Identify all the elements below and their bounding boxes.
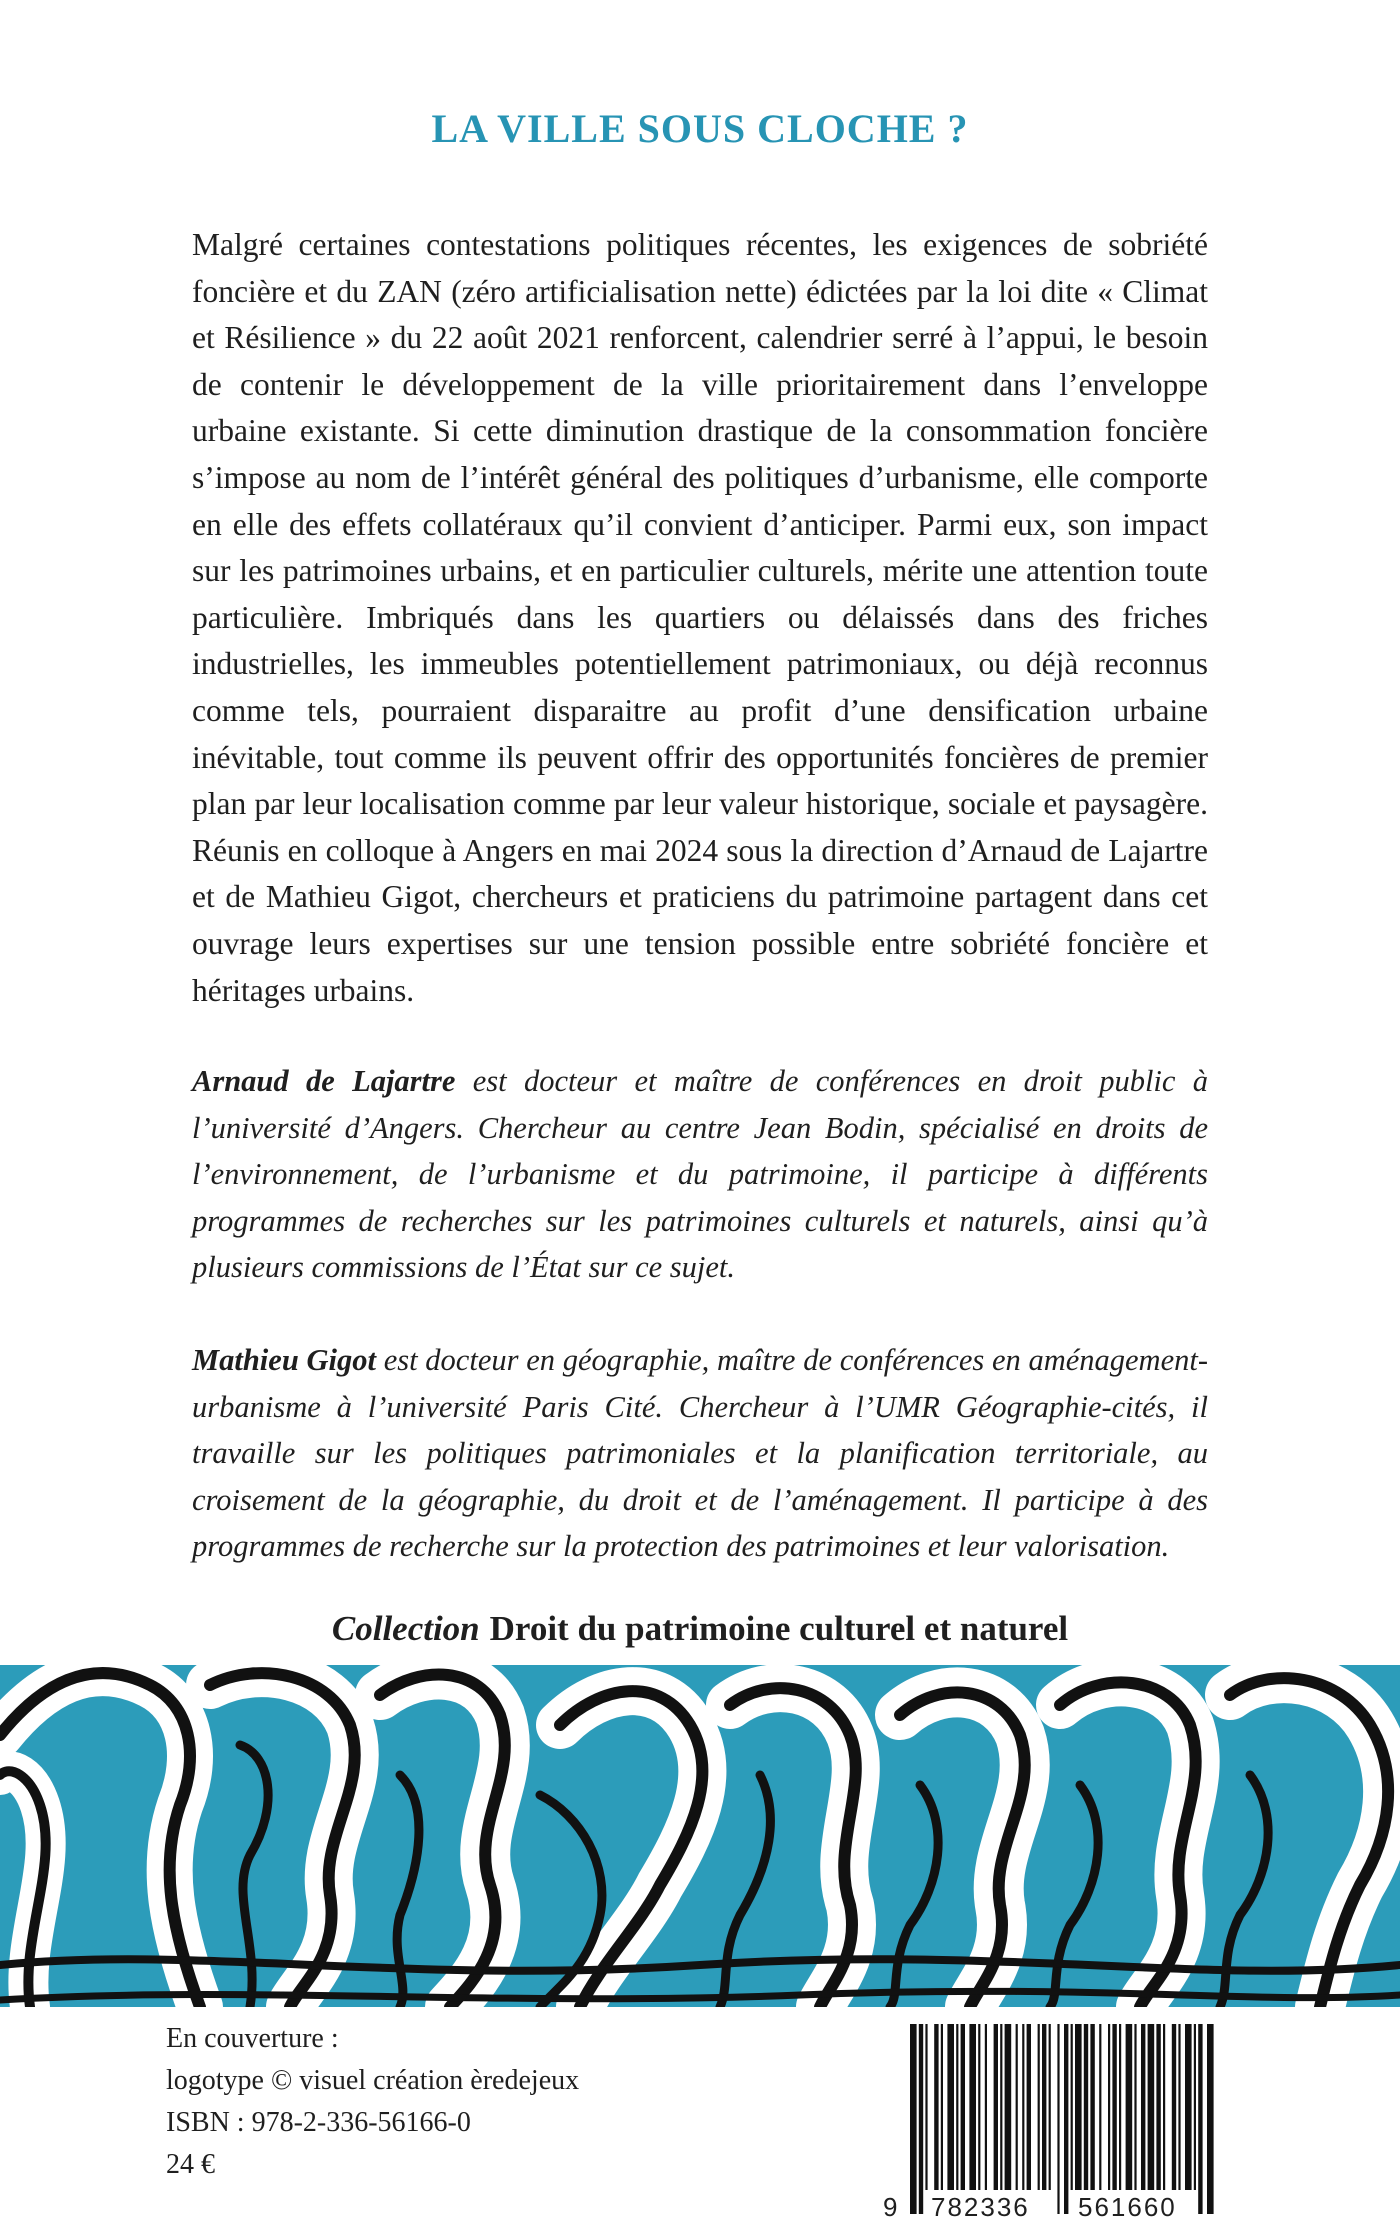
barcode-bar [1178, 2024, 1180, 2190]
author-name-1: Arnaud de Lajartre [192, 1064, 456, 1098]
cover-credits [166, 2018, 579, 2186]
barcode-bar [1198, 2024, 1202, 2214]
barcode-bar [985, 2024, 987, 2190]
barcode-bar [1027, 2024, 1031, 2190]
barcode-bar [1163, 2024, 1165, 2190]
barcode-bar [1112, 2024, 1116, 2190]
barcode-bar [1119, 2024, 1121, 2190]
barcode-digits-right: 561660 [1075, 2192, 1180, 2223]
barcode-digits-left: 782336 [928, 2192, 1033, 2223]
back-cover-blurb: Malgré certaines contestations politiques récentes, les exigences de sobriété foncière et du ZAN (zéro artificialisation nette) édictées par la loi dite « Climat et Résilience » du 22 août 2021 renforcent, calendrier serré à l’appui, le besoin de contenir le développement de la ville prioritairement dans l’enveloppe urbaine existante. Si cette diminution drastique de la consommation foncière s’impose au nom de l’intérêt général des politiques d’urbanisme, elle comporte en elle des effets collatéraux qu’il convient d’anticiper. Parmi eux, son impact sur les patrimoines urbains, et en particulier culturels, mérite une attention toute particulière. Imbriqués dans les quartiers ou délaissés dans des friches industrielles, les immeubles potentiellement patrimoniaux, ou déjà reconnus comme tels, pourraient disparaitre au profit d’une densification urbaine inévitable, tout comme ils peuvent offrir des opportunités foncières de premier plan par leur localisation comme par leur valeur historique, sociale et paysagère. Réunis en colloque à Angers en mai 2024 sous la direction d’Arnaud de Lajartre et de Mathieu Gigot, chercheurs et praticiens du patrimoine partagent dans cet ouvrage leurs expertises sur une tension possible entre sobriété foncière et héritages urbains. [192, 227, 1208, 1008]
barcode-bar [925, 2024, 927, 2190]
barcode-bar [1075, 2024, 1082, 2190]
barcode-bar [978, 2024, 980, 2190]
barcode-bar [1005, 2024, 1012, 2190]
barcode-bar [1185, 2024, 1192, 2190]
barcode-bar [1038, 2024, 1040, 2190]
credit-line-1: En couverture : [166, 2023, 339, 2054]
collection-label: Collection [331, 1609, 480, 1648]
barcode-bar [1172, 2024, 1176, 2190]
barcode-bar [1090, 2024, 1094, 2190]
barcode-bar [1134, 2024, 1136, 2190]
credit-line-2: logotype © visuel création èredejeux [166, 2065, 580, 2096]
barcode-bar [934, 2024, 938, 2190]
author-bio-2 [192, 1337, 1208, 1570]
collection-line [0, 1609, 1400, 1649]
figures-illustration [0, 1665, 1400, 2007]
barcode-bar [1064, 2024, 1068, 2214]
author-name-2: Mathieu Gigot [192, 1343, 376, 1377]
barcode-bar [910, 2024, 917, 2214]
barcode-bar [947, 2024, 954, 2190]
barcode-digit-first: 9 [880, 2192, 902, 2223]
barcode-bar [1049, 2024, 1051, 2190]
barcode-bar [1016, 2024, 1018, 2190]
barcode-bar [1148, 2024, 1155, 2190]
barcode-bar [941, 2024, 943, 2190]
barcode-bar [961, 2024, 965, 2190]
barcode [880, 2024, 1220, 2220]
barcode-bar [1071, 2024, 1073, 2190]
cover-art-band [0, 1665, 1400, 2007]
barcode-bar [1022, 2024, 1024, 2190]
barcode-bar [1141, 2024, 1145, 2190]
barcode-bar [1084, 2024, 1088, 2190]
price: 24 € [166, 2149, 215, 2180]
book-title: LA VILLE SOUS CLOCHE ? [431, 106, 969, 151]
barcode-bar [1126, 2024, 1133, 2190]
barcode-bars [880, 2024, 1220, 2220]
isbn: ISBN : 978-2-336-56166-0 [166, 2107, 471, 2138]
barcode-bar [1156, 2024, 1160, 2190]
barcode-bar [1000, 2024, 1002, 2190]
barcode-bar [969, 2024, 976, 2190]
barcode-bar [994, 2024, 998, 2190]
author-bio-text-2: est docteur en géographie, maître de conférences en aménagement-urbanisme à l’université Paris Cité. Chercheur à l’UMR Géographie-cités, il travaille sur les politiques patrimoniales et la planification territoriale, au croisement de la géographie, du droit et de l’aménagement. Il participe à des programmes de recherche sur la protection des patrimoines et leur valorisation. [192, 1343, 1208, 1563]
barcode-bar [1057, 2024, 1059, 2214]
author-bio-text-1: est docteur et maître de conférences en droit public à l’université d’Angers. Chercheur au centre Jean Bodin, spécialisé en droits de l’environnement, de l’urbanisme et du patrimoine, il participe à différents programmes de recherches sur les patrimoines culturels et naturels, ainsi qu’à plusieurs commissions de l’État sur ce sujet. [192, 1064, 1209, 1284]
barcode-bar [919, 2024, 923, 2214]
barcode-bar [1042, 2024, 1046, 2190]
barcode-bar [1194, 2024, 1196, 2190]
author-bio-1 [192, 1058, 1208, 1291]
collection-name: Droit du patrimoine culturel et naturel [489, 1609, 1069, 1648]
barcode-bar [1108, 2024, 1110, 2190]
barcode-bar [1099, 2024, 1101, 2190]
barcode-bar [956, 2024, 958, 2190]
barcode-bar [1207, 2024, 1214, 2214]
